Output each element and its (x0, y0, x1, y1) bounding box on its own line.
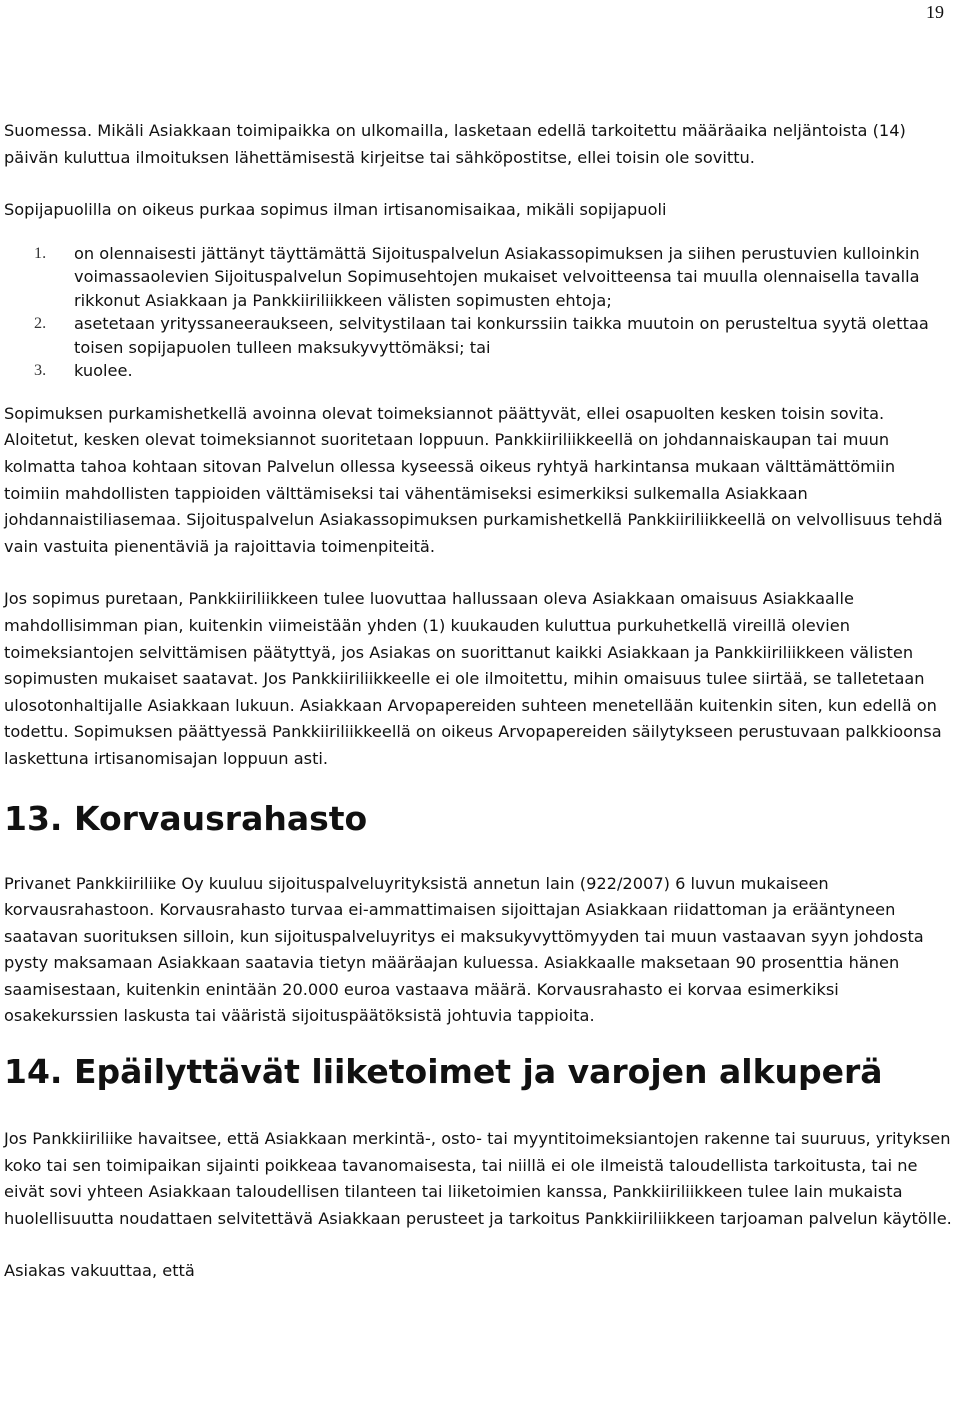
list-item (4, 359, 952, 383)
list-item-text: on olennaisesti jättänyt täyttämättä Sijoituspalvelun Asiakassopimuksen ja siihen perustuvien kulloinkin voimassaolevien Sijoituspalvelun Sopimusehtojen mukaiset velvoitteensa tai muulla olennaisella tavalla rikkonut Asiakkaan ja Pankkiiriliikkeen välisten sopimusten ehtoja; (74, 243, 920, 310)
list-item (4, 242, 952, 313)
section-13-text: Privanet Pankkiiriliike Oy kuuluu sijoituspalveluyrityksistä annetun lain (922/2007) 6 luvun mukaiseen korvausrahastoon. Korvausrahasto turvaa ei-ammattimaisen sijoittajan Asiakkaan riidattoman ja erääntyneen saatavan suorituksen silloin, kun sijoituspalveluyritys ei maksukyvyttömyyden tai muun vastaavan syyn johdosta pysty maksamaan Asiakkaan saatavia tietyn määräajan kuluessa. Asiakkaalle maksetaan 90 prosenttia hänen saamisestaan, kuitenkin enintään 20.000 euroa vastaava määrä. Korvausrahasto ei korvaa esimerkiksi osakekurssien laskusta tai vääristä sijoituspäätöksistä johtuvia tappioita. (4, 873, 924, 1026)
section-14-last-line: Asiakas vakuuttaa, että (4, 1261, 195, 1281)
page-number: 19 (926, 2, 944, 22)
paragraph-asset-return: Jos sopimus puretaan, Pankkiiriliikkeen tulee luovuttaa hallussaan oleva Asiakkaan omaisuus Asiakkaalle mahdollisimman pian, kuitenkin viimeistään yhden (1) kuukauden kuluttua purkuhetkellä vireillä olevien toimeksiantojen selvittämisen päätyttyä, jos Asiakas on suorittanut kaikki Asiakkaan ja Pankkiiriliikkeen välisten sopimusten mukaiset saatavat. Jos Pankkiiriliikkeelle ei ole ilmoitettu, mihin omaisuus tulee siirtää, se talletetaan ulosotonhaltijalle Asiakkaan lukuun. Asiakkaan Arvopapereiden suhteen menetellään kuitenkin siten, kun edellä on todettu. Sopimuksen päättyessä Pankkiiriliikkeellä on oikeus Arvopapereiden säilytykseen perustuvaan palkkioonsa laskettuna irtisanomisajan loppuun asti. (4, 589, 942, 768)
list-item-number: 1. (34, 243, 47, 262)
section-13-heading: 13. Korvausrahasto (4, 798, 368, 838)
paragraph-termination-intro: Sopijapuolilla on oikeus purkaa sopimus ilman irtisanomisaikaa, mikäli sopijapuoli (4, 200, 667, 220)
list-item-text: asetetaan yrityssaneeraukseen, selvitystilaan tai konkurssiin taikka muutoin on perusteltua syytä olettaa toisen sopijapuolen tulleen maksukyvyttömäksi; tai (74, 314, 929, 357)
section-14-heading: 14. Epäilyttävät liiketoimet ja varojen alkuperä (4, 1052, 883, 1092)
list-item-text: kuolee. (74, 361, 133, 381)
termination-grounds-list (4, 242, 952, 383)
list-item (4, 312, 952, 359)
paragraph-open-orders: Sopimuksen purkamishetkellä avoinna olevat toimeksiannot päättyvät, ellei osapuolten kesken toisin sovita. Aloitetut, kesken olevat toimeksiannot suoritetaan loppuun. Pankkiiriliikkeellä on johdannaiskaupan tai muun kolmatta tahoa kohtaan sitovan Palvelun ollessa kyseessä oikeus ryhtyä harkintansa mukaan välttämättömiin toimiin mahdollisten tappioiden välttämiseksi tai vähentämiseksi esimerkiksi sulkemalla Asiakkaan johdannaistiliasemaa. Sijoituspalvelun Asiakassopimuksen purkamishetkellä Pankkiiriliikkeellä on velvollisuus tehdä vain vastuita pienentäviä ja rajoittavia toimenpiteitä. (4, 403, 943, 556)
section-14-text: Jos Pankkiiriliike havaitsee, että Asiakkaan merkintä-, osto- tai myyntitoimeksiantojen rakenne tai suuruus, yrityksen koko tai sen toimipaikan sijainti poikkeaa tavanomaisesta, tai niillä ei ole ilmeistä taloudellista tarkoitusta, tai ne eivät sovi yhteen Asiakkaan taloudellisen tilanteen tai liiketoimien kanssa, Pankkiiriliikkeen tulee lain mukaista huolellisuutta noudattaen selvitettävä Asiakkaan perusteet ja tarkoitus Pankkiiriliikkeen tarjoaman palvelun käytölle. (4, 1129, 952, 1228)
document-body (4, 118, 952, 1285)
paragraph-notice-period: Suomessa. Mikäli Asiakkaan toimipaikka on ulkomailla, lasketaan edellä tarkoitettu määräaika neljäntoista (14) päivän kuluttua ilmoituksen lähettämisestä kirjeitse tai sähköpostitse, ellei toisin ole sovittu. (4, 121, 906, 167)
list-item-number: 2. (34, 314, 47, 333)
list-item-number: 3. (34, 361, 47, 380)
